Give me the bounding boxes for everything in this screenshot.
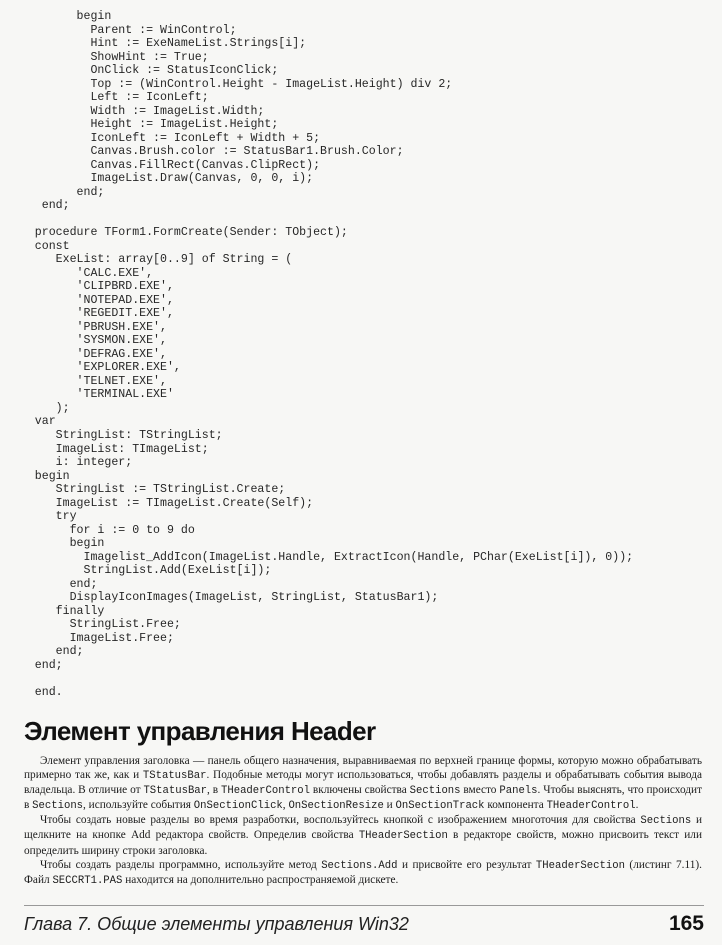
inline-code: THeaderSection (358, 830, 448, 843)
code-line: 'CLIPBRD.EXE', (0, 280, 174, 294)
inline-code: OnSectionTrack (395, 800, 485, 813)
code-line: end. (0, 685, 63, 699)
text-run: . Чтобы выяснять, что происходит в (24, 784, 703, 812)
inline-code: OnSectionResize (288, 800, 384, 813)
code-line: Canvas.FillRect(Canvas.ClipRect); (0, 158, 321, 172)
text-run: . (635, 799, 639, 812)
code-line: end; (0, 658, 63, 672)
text-run: Элемент управления заголовка — панель общего назначения, выравниваемая по верхней границе формы, которую можно обрабатывать примерно так же, как и (24, 755, 702, 782)
inline-code: Sections (409, 785, 461, 798)
code-line: for i := 0 to 9 do (0, 523, 195, 537)
code-line: begin (0, 10, 112, 23)
inline-code: OnSectionClick (193, 800, 283, 813)
code-line: ShowHint := True; (0, 50, 209, 64)
text-run: находится на дополнительно распространяемой дискете. (122, 873, 399, 886)
code-line: procedure TForm1.FormCreate(Sender: TObject); (0, 226, 348, 240)
code-line: 'TELNET.EXE', (0, 374, 167, 388)
code-line: StringList: TStringList; (0, 428, 223, 442)
text-run: , (282, 799, 289, 812)
code-line: begin (0, 469, 70, 483)
code-line: 'CALC.EXE', (0, 266, 154, 280)
code-line: end; (0, 199, 70, 213)
code-line: const (0, 239, 70, 253)
code-line: 'SYSMON.EXE', (0, 334, 167, 348)
chapter-title: Глава 7. Общие элементы управления Win32 (24, 914, 409, 934)
code-line: 'PBRUSH.EXE', (0, 320, 167, 334)
code-line: ImageList: TImageList; (0, 442, 209, 456)
code-line (0, 672, 722, 686)
inline-code: THeaderSection (535, 859, 625, 872)
code-line: ImageList.Draw(Canvas, 0, 0, i); (0, 172, 314, 186)
code-line: Imagelist_AddIcon(ImageList.Handle, ExtractIcon(Handle, PChar(ExeList[i]), 0)); (0, 550, 634, 564)
code-line: ); (0, 401, 70, 415)
inline-code: Sections (32, 800, 84, 813)
code-listing (0, 10, 722, 699)
inline-code: THeaderControl (221, 785, 311, 798)
page-footer (24, 905, 704, 936)
code-line: IconLeft := IconLeft + Width + 5; (0, 131, 321, 145)
code-line: begin (0, 537, 105, 551)
text-run: , используйте события (83, 799, 194, 812)
paragraph (24, 813, 702, 857)
text-run: . Подобные методы могут использоваться, чтобы добавлять разделы и обрабатывать события вывода владельца. В отличие от (24, 769, 702, 797)
section-heading: Элемент управления Header (24, 716, 376, 746)
text-run: включены свойства (310, 784, 410, 797)
code-line: 'NOTEPAD.EXE', (0, 293, 174, 307)
text-run: и (383, 799, 396, 812)
text-run: вместо (460, 784, 500, 797)
text-run: Чтобы создать новые разделы во время разработки, воспользуйтесь кнопкой с изображением многоточия для свойства (40, 814, 641, 827)
inline-code: Panels (499, 785, 538, 798)
code-line: try (0, 510, 77, 524)
code-line: 'DEFRAG.EXE', (0, 347, 167, 361)
code-line: var (0, 415, 56, 429)
text-run: , в (207, 784, 221, 797)
code-line: StringList.Free; (0, 618, 181, 632)
body-text (24, 754, 702, 888)
code-line: Width := ImageList.Width; (0, 104, 265, 118)
code-line: end; (0, 577, 98, 591)
code-line: Left := IconLeft; (0, 91, 209, 105)
code-line: StringList := TStringList.Create; (0, 483, 286, 497)
text-run: компонента (484, 799, 547, 812)
code-line: i: integer; (0, 456, 133, 470)
inline-code: TStatusBar (142, 770, 207, 783)
inline-code: Sections (640, 815, 692, 828)
code-line: ImageList.Free; (0, 631, 174, 645)
inline-code: TStatusBar (143, 785, 208, 798)
paragraph (24, 754, 702, 813)
code-line (0, 213, 722, 227)
code-line: StringList.Add(ExeList[i]); (0, 564, 272, 578)
text-run: (листинг 7.11). Файл (24, 858, 702, 886)
code-line: 'EXPLORER.EXE', (0, 361, 181, 375)
page-number: 165 (668, 912, 704, 935)
code-line: end; (0, 645, 84, 659)
code-line: Hint := ExeNameList.Strings[i]; (0, 37, 307, 51)
code-line: Parent := WinControl; (0, 23, 237, 37)
code-line: 'TERMINAL.EXE' (0, 388, 174, 402)
code-line: OnClick := StatusIconClick; (0, 64, 279, 78)
inline-code: SECCRT1.PAS (52, 874, 123, 887)
text-run: в редакторе свойств, можно присвоить текст или определить ширину строки заголовка. (24, 829, 702, 857)
code-line: 'REGEDIT.EXE', (0, 307, 174, 321)
code-line: finally (0, 604, 105, 618)
text-run: и щелкните на кнопке Add редактора свойств. Определив свойства (24, 814, 702, 842)
code-line: DisplayIconImages(ImageList, StringList, StatusBar1); (0, 591, 439, 605)
text-run: и присвойте его результат (397, 858, 536, 871)
code-line: Canvas.Brush.color := StatusBar1.Brush.Color; (0, 145, 404, 159)
text-run: Чтобы создать разделы программно, используйте метод (40, 858, 322, 871)
inline-code: Sections.Add (321, 859, 398, 872)
code-line: ExeList: array[0..9] of String = ( (0, 253, 293, 267)
code-line: Height := ImageList.Height; (0, 118, 279, 132)
inline-code: THeaderControl (546, 800, 636, 813)
code-line: end; (0, 185, 105, 199)
code-line: Top := (WinControl.Height - ImageList.Height) div 2; (0, 77, 453, 91)
paragraph (24, 858, 702, 888)
code-line: ImageList := TImageList.Create(Self); (0, 496, 314, 510)
